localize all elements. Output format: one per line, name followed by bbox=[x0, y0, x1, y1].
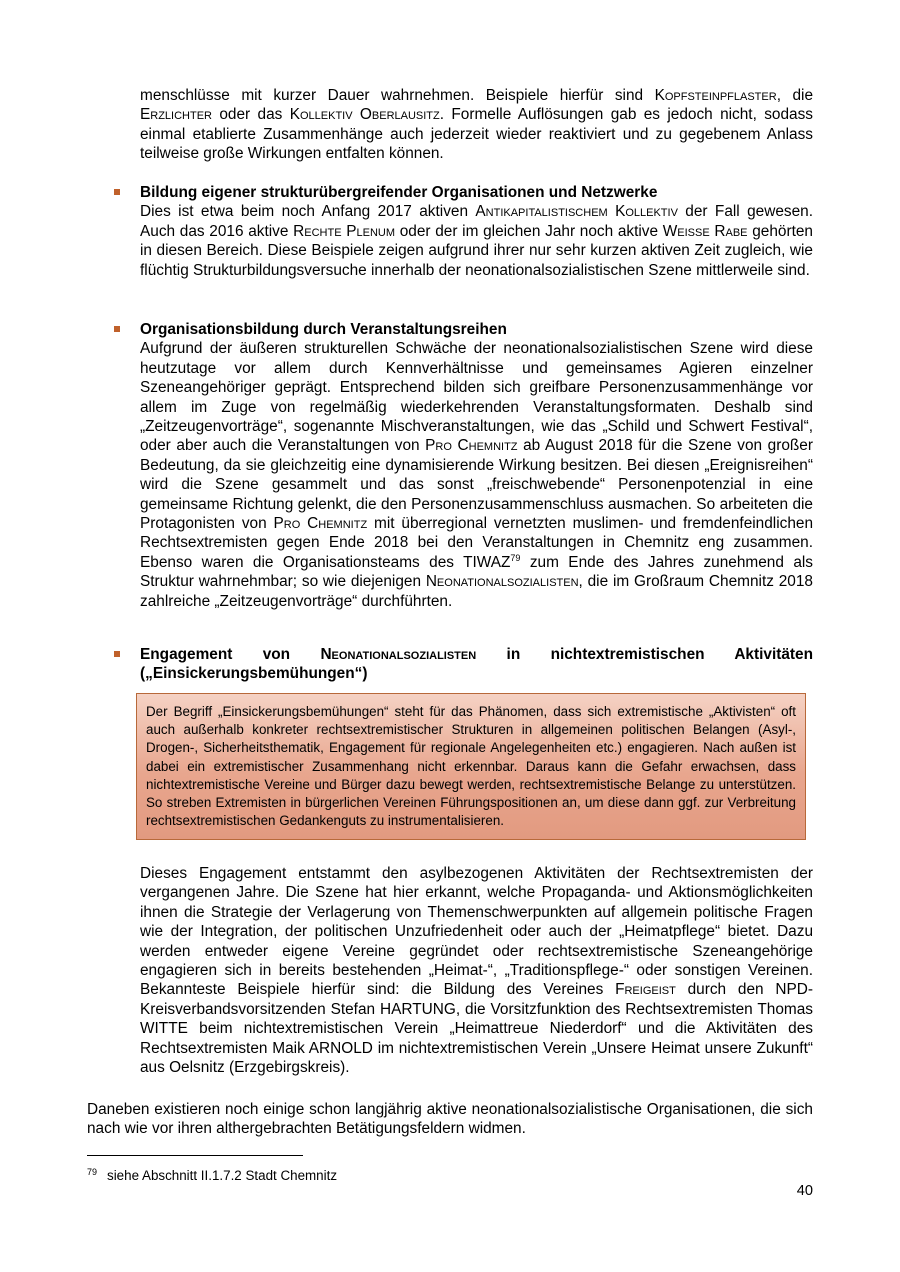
definition-text: Der Begriff „Einsickerungsbemühungen“ steht für das Phänomen, dass sich extremistische „Aktivisten“ oft auch außerhalb konkreter rechtsextremistischer Strukturen in allgemeinen politischen Belangen (Asyl-, Drogen-, Sicherheitsthematik, Engagement für regionale Angelegenheiten etc.) engagieren. Nach außen ist dabei ein extremistischer Zusammenhang nicht erkennbar. Daraus kann die Gefahr erwachsen, dass nichtextremistische Vereine und Bürger dazu bewegt werden, rechtsextremistische Belange zu unterstützen. So streben Extremisten in bürgerlichen Vereinen Führungspositionen an, um diese dann ggf. zur Verbreitung rechtsextremistischen Gedankenguts zu instrumentalisieren. bbox=[146, 704, 796, 829]
item-heading-line2: („Einsickerungsbemühungen“) bbox=[140, 665, 368, 683]
org-name: Kollektiv Oberlausitz bbox=[289, 106, 440, 124]
org-name: Rechte Plenum bbox=[293, 222, 396, 240]
org-name: Erzlichter bbox=[140, 106, 212, 124]
paragraph-continuation: menschlüsse mit kurzer Dauer wahrnehmen. Beispiele hierfür sind Kopfsteinpflaster, die Erzlichter oder das Kollektiv Oberlausitz. Formelle Auflösungen gab es jedoch nicht, sodass einmal etablierte Zusammenhänge auch jederzeit wieder reaktiviert und zu gegebenem Anlass teilweise große Wirkungen entfalten können. bbox=[140, 87, 813, 163]
bullet-item-engagement bbox=[140, 645, 813, 684]
square-bullet-icon bbox=[114, 651, 120, 657]
item-heading: Organisationsbildung durch Veranstaltungsreihen bbox=[140, 321, 507, 338]
org-name: Pro Chemnitz bbox=[425, 437, 518, 455]
page-number: 40 bbox=[796, 1183, 813, 1199]
org-name: Antikapitalistischem Kollektiv bbox=[475, 203, 678, 221]
closing-paragraph: Daneben existieren noch einige schon langjährig aktive neonationalsozialistische Organisationen, die sich nach wie vor ihren althergebrachten Betätigungsfeldern widmen. bbox=[87, 1101, 813, 1138]
item-heading: Engagement von Neonationalsozialisten in nichtextremistischen Aktivitäten bbox=[140, 646, 813, 663]
bullet-item-events bbox=[140, 320, 813, 611]
bullet-item-networks bbox=[140, 183, 813, 280]
footnote-separator bbox=[87, 1155, 303, 1156]
item-body-engagement: Dieses Engagement entstammt den asylbezogenen Aktivitäten der Rechtsextremisten der vergangenen Jahre. Die Szene hat hier erkannt, welche Propaganda- und Aktionsmöglichkeiten ihnen die Strategie der Verlagerung von Themenschwerpunkten auf allgemein politische Fragen wie der Integration, der politischen Unzufriedenheit oder auch der „Heimatpflege“ bietet. Dazu werden entweder eigene Vereine gegründet oder rechtsextremistische Szeneangehörige engagieren sich in bereits bestehenden „Heimat-“, „Traditionspflege-“ oder sonstigen Vereinen. Bekannteste Beispiele hierfür sind: die Bildung des Vereines Freigeist durch den NPD-Kreisverbandsvorsitzenden Stefan HARTUNG, die Vorsitzfunktion des Rechtsextremisten Thomas WITTE beim nichtextremistischen Verein „Heimattreue Niederdorf“ und die Aktivitäten des Rechtsextremisten Maik ARNOLD im nichtextremistischen Verein „Unsere Heimat unsere Zukunft“ aus Oelsnitz (Erzgebirgskreis). bbox=[140, 865, 813, 1077]
org-name: Kopfsteinpflaster bbox=[654, 87, 777, 104]
org-name: Freigeist bbox=[615, 981, 676, 999]
square-bullet-icon bbox=[114, 326, 120, 332]
definition-box bbox=[136, 693, 806, 840]
item-heading: Bildung eigener strukturübergreifender Organisationen und Netzwerke bbox=[140, 184, 658, 201]
footnote-text: siehe Abschnitt II.1.7.2 Stadt Chemnitz bbox=[107, 1168, 338, 1183]
square-bullet-icon bbox=[114, 189, 120, 195]
item-body: Dies ist etwa beim noch Anfang 2017 aktiven Antikapitalistischem Kollektiv der Fall gewesen. Auch das 2016 aktive Rechte Plenum oder der im gleichen Jahr noch aktive Weiße Rabe gehörten in diesen Bereich. Diese Beispiele zeigen aufgrund ihrer nur sehr kurzen aktiven Zeit zugleich, wie flüchtig Strukturbildungsversuche innerhalb der neonationalsozialistischen Szene mittlerweile sind. bbox=[140, 203, 813, 279]
org-name: Neonationalsozialisten bbox=[425, 573, 579, 591]
footnote bbox=[87, 1164, 337, 1184]
org-name: Pro Chemnitz bbox=[273, 515, 368, 533]
item-body: Aufgrund der äußeren strukturellen Schwäche der neonationalsozialistischen Szene wird diese heutzutage vor allem durch Kennverhältnisse und gemeinsames Agieren einzelner Szeneangehöriger geprägt. Entsprechend bilden sich greifbare Personenzusammenhänge vor allem im Zuge von regelmäßig wiederkehrenden Veranstaltungsformaten. Deshalb sind „Zeitzeugenvorträge“, sogenannte Mischveranstaltungen, wie das „Schild und Schwert Festival“, oder aber auch die Veranstaltungen von Pro Chemnitz ab August 2018 für die Szene von großer Bedeutung, da sie gleichzeitig eine dynamisierende Wirkung besitzen. Bei diesen „Ereignisreihen“ wird die Szene gesammelt und das sonst „freischwebende“ Personenpotenzial in eine gemeinsame Richtung gelenkt, die den Personenzusammenschluss ausmachen. So arbeiteten die Protagonisten von Pro Chemnitz mit überregional vernetzten muslimen- und fremdenfeindlichen Rechtsextremisten gegen Ende 2018 bei den Veranstaltungen in Chemnitz eng zusammen. Ebenso waren die Organisationsteams des TIWAZ$^{79}$ zum Ende des Jahres zunehmend als Struktur wahrnehmbar; so wie diejenigen Neonationalsozialisten, die im Großraum Chemnitz 2018 zahlreiche „Zeitzeugenvorträge“ durchführten. bbox=[140, 340, 814, 610]
footnote-number: 79 bbox=[87, 1167, 98, 1177]
footnote-reference[interactable]: 79 bbox=[510, 552, 521, 563]
org-name: Weiße Rabe bbox=[662, 222, 748, 240]
